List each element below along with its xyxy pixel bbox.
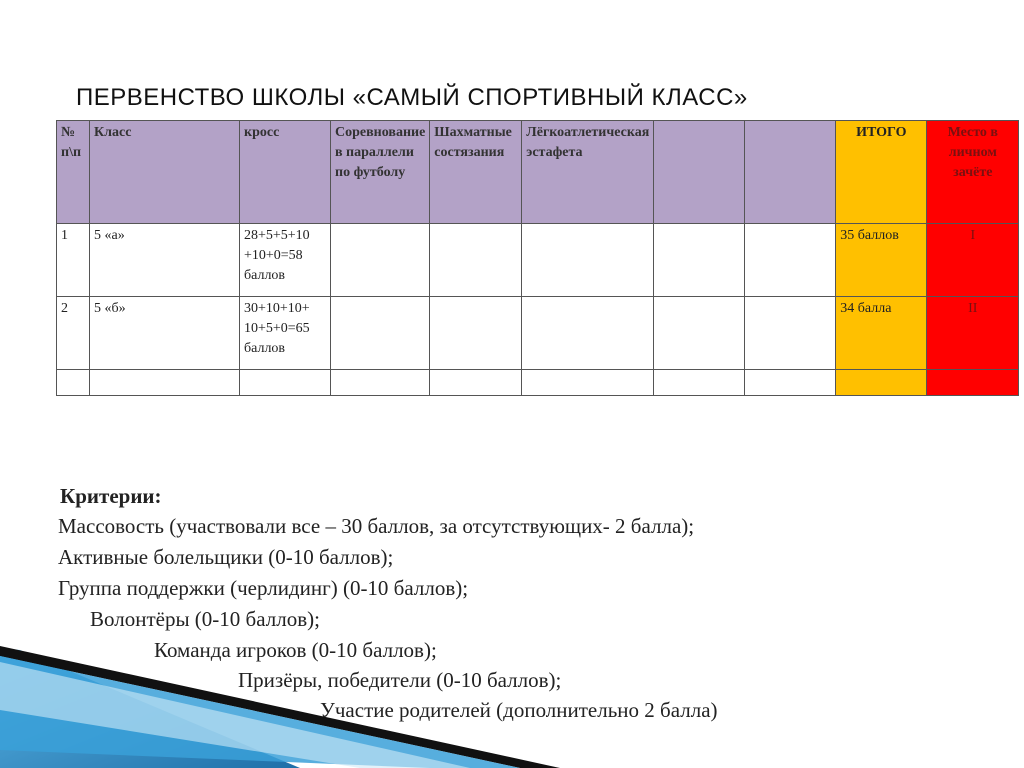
cell-chess <box>430 370 522 396</box>
criteria-item: Волонтёры (0-10 баллов); <box>90 607 320 631</box>
criteria-item: Призёры, победители (0-10 баллов); <box>238 668 562 692</box>
table-row <box>57 224 1019 297</box>
cell-football <box>331 224 430 297</box>
cell-football <box>331 370 430 396</box>
cell-relay <box>522 297 654 370</box>
cell-total: 34 балла <box>836 297 927 370</box>
header-place: Место в личном зачёте <box>927 121 1019 224</box>
cell-football <box>331 297 430 370</box>
header-relay: Лёгкоатлетическая эстафета <box>522 121 654 224</box>
cell-number: 1 <box>57 224 90 297</box>
cell-empty-2 <box>745 370 836 396</box>
table-row-empty <box>57 370 1019 396</box>
cell-class: 5 «б» <box>90 297 240 370</box>
cell-total: 35 баллов <box>836 224 927 297</box>
header-football: Соревнование в параллели по футболу <box>331 121 430 224</box>
criteria-item: Массовость (участвовали все – 30 баллов, за отсутствующих- 2 балла); <box>58 514 695 538</box>
cell-total <box>836 370 927 396</box>
cell-chess <box>430 297 522 370</box>
cell-place <box>927 370 1019 396</box>
score-table <box>56 120 1019 396</box>
cell-relay <box>522 370 654 396</box>
cell-place: I <box>927 224 1019 297</box>
criteria-item: Группа поддержки (черлидинг) (0-10 баллов); <box>58 576 469 600</box>
criteria-heading: Критерии: <box>60 484 162 508</box>
criteria-item: Команда игроков (0-10 баллов); <box>154 638 437 662</box>
cell-number <box>57 370 90 396</box>
cell-class: 5 «а» <box>90 224 240 297</box>
cell-class <box>90 370 240 396</box>
cell-cross: 28+5+5+10 +10+0=58 баллов <box>240 224 331 297</box>
cell-empty-2 <box>745 224 836 297</box>
cell-empty-2 <box>745 297 836 370</box>
header-cross: кросс <box>240 121 331 224</box>
cell-number: 2 <box>57 297 90 370</box>
cell-relay <box>522 224 654 297</box>
table-header-row <box>57 121 1019 224</box>
cell-cross: 30+10+10+ 10+5+0=65 баллов <box>240 297 331 370</box>
slide-title: ПЕРВЕНСТВО ШКОЛЫ «САМЫЙ СПОРТИВНЫЙ КЛАСС» <box>76 84 748 111</box>
criteria-item: Участие родителей (дополнительно 2 балла) <box>320 698 718 722</box>
cell-empty-1 <box>654 297 745 370</box>
header-class: Класс <box>90 121 240 224</box>
header-empty-2 <box>745 121 836 224</box>
header-number: № п\п <box>57 121 90 224</box>
cell-empty-1 <box>654 370 745 396</box>
header-total: ИТОГО <box>836 121 927 224</box>
cell-place: II <box>927 297 1019 370</box>
cell-empty-1 <box>654 224 745 297</box>
table-row <box>57 297 1019 370</box>
cell-chess <box>430 224 522 297</box>
cell-cross <box>240 370 331 396</box>
header-chess: Шахматные состязания <box>430 121 522 224</box>
header-empty-1 <box>654 121 745 224</box>
criteria-item: Активные болельщики (0-10 баллов); <box>58 545 394 569</box>
